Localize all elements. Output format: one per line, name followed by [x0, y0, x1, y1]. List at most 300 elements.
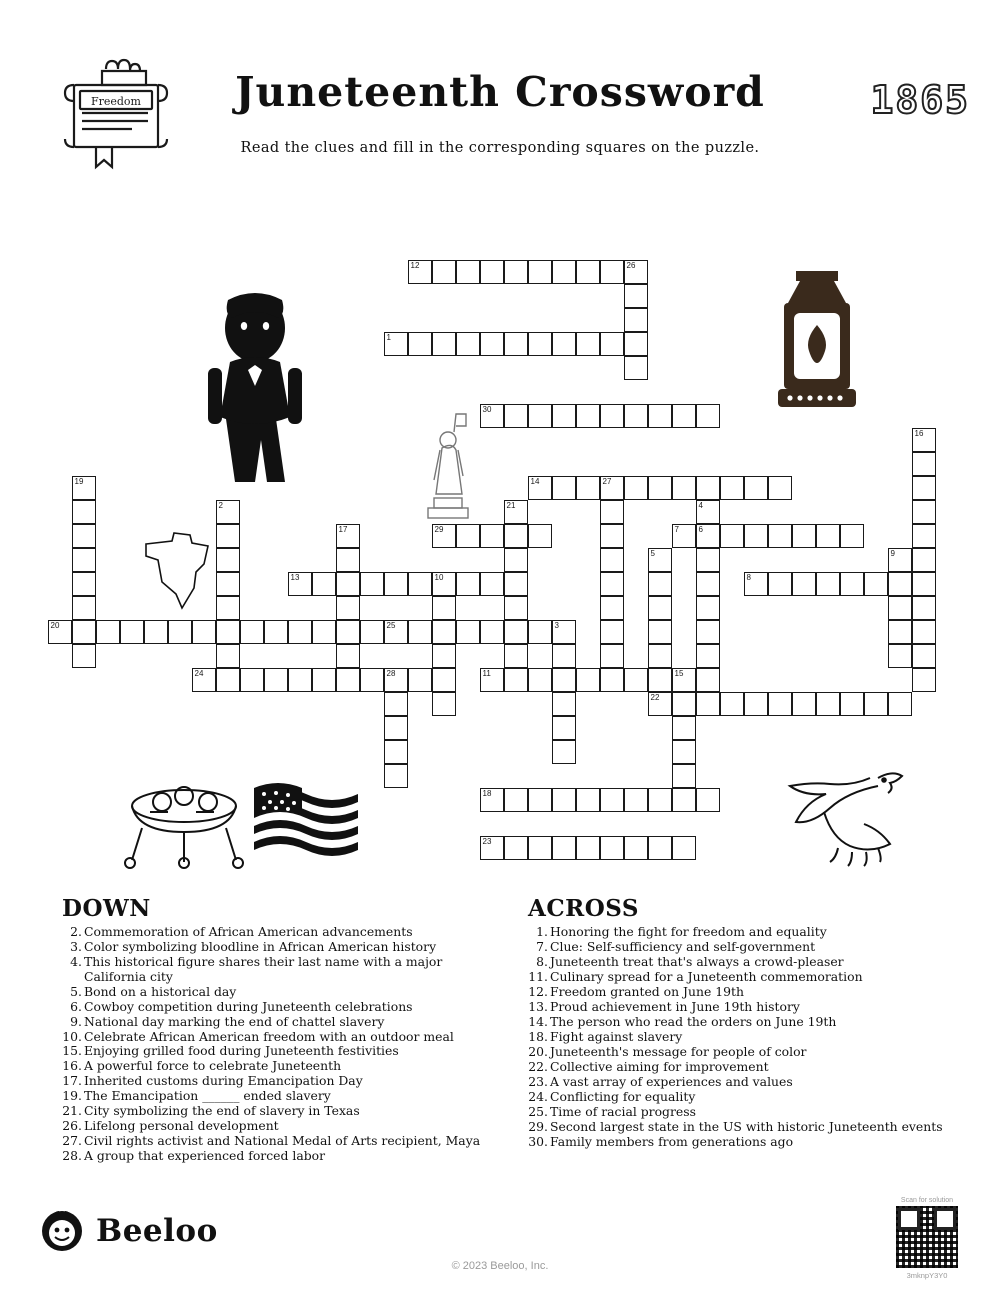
cell-number: 16 [914, 429, 924, 438]
crossword-cell[interactable] [72, 500, 96, 524]
crossword-cell[interactable] [456, 260, 480, 284]
page-header [0, 0, 1000, 200]
crossword-cell[interactable] [576, 668, 600, 692]
crossword-cell[interactable] [696, 620, 720, 644]
clue-item [62, 1000, 482, 1015]
crossword-cell[interactable] [432, 572, 456, 596]
cell-number: 23 [482, 837, 492, 846]
clue-text: Commemoration of African American advancements [84, 924, 413, 939]
crossword-cell[interactable] [600, 524, 624, 548]
crossword-cell[interactable] [576, 260, 600, 284]
crossword-cell[interactable] [480, 404, 504, 428]
crossword-cell[interactable] [768, 692, 792, 716]
crossword-cell[interactable] [768, 572, 792, 596]
crossword-cell[interactable] [648, 836, 672, 860]
crossword-cell[interactable] [840, 572, 864, 596]
crossword-cell[interactable] [552, 476, 576, 500]
crossword-cell[interactable] [456, 620, 480, 644]
cell-number: 7 [674, 525, 679, 534]
crossword-cell[interactable] [648, 620, 672, 644]
crossword-cell[interactable] [600, 548, 624, 572]
crossword-cell[interactable] [192, 620, 216, 644]
clue-item [62, 1104, 482, 1119]
crossword-cell[interactable] [264, 668, 288, 692]
crossword-cell[interactable] [912, 644, 936, 668]
crossword-cell[interactable] [912, 572, 936, 596]
clue-text: Juneteenth's message for people of color [550, 1043, 807, 1059]
clue-number: 5. [70, 983, 82, 999]
crossword-cell[interactable] [432, 692, 456, 716]
crossword-cell[interactable] [48, 620, 72, 644]
cell-number: 28 [386, 669, 396, 678]
crossword-cell[interactable] [216, 548, 240, 572]
crossword-cell[interactable] [96, 620, 120, 644]
crossword-cell[interactable] [648, 404, 672, 428]
crossword-cell[interactable] [552, 404, 576, 428]
crossword-cell[interactable] [432, 668, 456, 692]
crossword-cell[interactable] [744, 476, 768, 500]
crossword-cell[interactable] [552, 692, 576, 716]
crossword-cell[interactable] [696, 692, 720, 716]
clue-item [62, 1059, 482, 1074]
crossword-cell[interactable] [624, 332, 648, 356]
crossword-cell[interactable] [576, 788, 600, 812]
crossword-cell[interactable] [912, 596, 936, 620]
crossword-cell[interactable] [360, 668, 384, 692]
crossword-cell[interactable] [336, 620, 360, 644]
crossword-cell[interactable] [912, 524, 936, 548]
crossword-cell[interactable] [696, 596, 720, 620]
crossword-cell[interactable] [576, 476, 600, 500]
crossword-cell[interactable] [648, 668, 672, 692]
crossword-cell[interactable] [552, 788, 576, 812]
cell-number: 24 [194, 669, 204, 678]
crossword-cell[interactable] [576, 836, 600, 860]
clue-text: National day marking the end of chattel slavery [84, 1013, 385, 1029]
crossword-cell[interactable] [360, 572, 384, 596]
crossword-cell[interactable] [408, 572, 432, 596]
crossword-cell[interactable] [72, 644, 96, 668]
crossword-cell[interactable] [504, 404, 528, 428]
crossword-cell[interactable] [888, 644, 912, 668]
crossword-cell[interactable] [672, 476, 696, 500]
crossword-cell[interactable] [744, 572, 768, 596]
clue-item [62, 955, 482, 984]
crossword-cell[interactable] [192, 668, 216, 692]
crossword-cell[interactable] [912, 476, 936, 500]
crossword-cell[interactable] [528, 476, 552, 500]
crossword-cell[interactable] [312, 668, 336, 692]
crossword-cell[interactable] [624, 788, 648, 812]
page-subtitle: Read the clues and fill in the corresponding squares on the puzzle. [240, 140, 760, 156]
clue-text: Fight against slavery [550, 1028, 683, 1044]
crossword-cell[interactable] [600, 332, 624, 356]
crossword-cell[interactable] [168, 620, 192, 644]
clue-item [62, 1149, 482, 1164]
clue-number: 7. [536, 938, 548, 954]
crossword-cell[interactable] [600, 644, 624, 668]
crossword-cell[interactable] [504, 620, 528, 644]
crossword-cell[interactable] [432, 620, 456, 644]
crossword-cell[interactable] [696, 788, 720, 812]
svg-text:Freedom: Freedom [90, 95, 142, 108]
crossword-cell[interactable] [456, 332, 480, 356]
crossword-cell[interactable] [648, 572, 672, 596]
crossword-cell[interactable] [480, 788, 504, 812]
crossword-cell[interactable] [384, 764, 408, 788]
crossword-cell[interactable] [384, 620, 408, 644]
clue-text: Clue: Self-sufficiency and self-government [550, 938, 816, 954]
clue-item [62, 1089, 482, 1104]
crossword-cell[interactable] [528, 620, 552, 644]
across-clues-column [528, 895, 948, 1150]
crossword-cell[interactable] [792, 524, 816, 548]
crossword-cell[interactable] [816, 524, 840, 548]
crossword-cell[interactable] [480, 836, 504, 860]
crossword-cell[interactable] [696, 524, 720, 548]
crossword-cell[interactable] [336, 668, 360, 692]
crossword-cell[interactable] [696, 572, 720, 596]
crossword-cell[interactable] [696, 404, 720, 428]
crossword-cell[interactable] [840, 692, 864, 716]
crossword-cell[interactable] [696, 548, 720, 572]
page-footer [0, 1195, 1000, 1294]
crossword-cell[interactable] [600, 668, 624, 692]
crossword-cell[interactable] [624, 476, 648, 500]
clue-item [528, 940, 948, 955]
crossword-cell[interactable] [504, 524, 528, 548]
crossword-cell[interactable] [240, 668, 264, 692]
cell-number: 11 [482, 669, 491, 678]
qr-label: Scan for solution [900, 1197, 954, 1204]
crossword-cell[interactable] [552, 740, 576, 764]
cell-number: 12 [410, 261, 420, 270]
crossword-cell[interactable] [72, 572, 96, 596]
clue-text: Family members from generations ago [550, 1133, 794, 1149]
crossword-cell[interactable] [696, 644, 720, 668]
across-heading: ACROSS [528, 895, 640, 922]
clue-number: 23. [528, 1073, 548, 1089]
crossword-cell[interactable] [480, 620, 504, 644]
qr-block [884, 1197, 970, 1280]
crossword-cell[interactable] [816, 572, 840, 596]
clue-text: Lifelong personal development [84, 1118, 279, 1134]
clue-item [62, 925, 482, 940]
crossword-cell[interactable] [600, 476, 624, 500]
crossword-cell[interactable] [216, 644, 240, 668]
crossword-cell[interactable] [480, 524, 504, 548]
crossword-cell[interactable] [600, 500, 624, 524]
crossword-cell[interactable] [408, 332, 432, 356]
clue-number: 17. [62, 1073, 82, 1089]
crossword-cell[interactable] [504, 836, 528, 860]
clue-number: 25. [528, 1103, 548, 1119]
crossword-cell[interactable] [672, 764, 696, 788]
crossword-cell[interactable] [672, 716, 696, 740]
crossword-cell[interactable] [672, 404, 696, 428]
crossword-cell[interactable] [72, 548, 96, 572]
crossword-cell[interactable] [336, 596, 360, 620]
crossword-cell[interactable] [384, 572, 408, 596]
crossword-cell[interactable] [624, 308, 648, 332]
clue-item [62, 1074, 482, 1089]
clue-item [528, 1090, 948, 1105]
crossword-cell[interactable] [672, 692, 696, 716]
crossword-cell[interactable] [672, 788, 696, 812]
crossword-cell[interactable] [216, 500, 240, 524]
crossword-cell[interactable] [408, 668, 432, 692]
cell-number: 22 [650, 693, 660, 702]
crossword-cell[interactable] [480, 332, 504, 356]
crossword-cell[interactable] [912, 452, 936, 476]
crossword-cell[interactable] [696, 500, 720, 524]
crossword-cell[interactable] [600, 404, 624, 428]
crossword-cell[interactable] [336, 572, 360, 596]
brand-logo [40, 1209, 218, 1253]
crossword-cell[interactable] [456, 572, 480, 596]
crossword-cell[interactable] [888, 548, 912, 572]
crossword-cell[interactable] [696, 476, 720, 500]
cell-number: 26 [626, 261, 636, 270]
crossword-cell[interactable] [792, 692, 816, 716]
clue-item [528, 1075, 948, 1090]
crossword-cell[interactable] [504, 644, 528, 668]
clue-number: 2. [70, 924, 82, 939]
clue-text: Civil rights activist and National Medal of Arts recipient, Maya [84, 1133, 481, 1149]
crossword-cell[interactable] [384, 740, 408, 764]
cell-number: 10 [434, 573, 444, 582]
clue-number: 8. [536, 953, 548, 969]
down-clue-list [62, 925, 482, 1164]
crossword-cell[interactable] [648, 692, 672, 716]
crossword-cell[interactable] [912, 548, 936, 572]
clue-number: 13. [528, 998, 548, 1014]
crossword-cell[interactable] [432, 332, 456, 356]
crossword-cell[interactable] [864, 692, 888, 716]
crossword-cell[interactable] [72, 476, 96, 500]
crossword-cell[interactable] [552, 836, 576, 860]
crossword-cell[interactable] [528, 404, 552, 428]
crossword-cell[interactable] [576, 404, 600, 428]
clue-text: The Emancipation ______ ended slavery [84, 1088, 331, 1104]
clue-item [62, 1030, 482, 1045]
crossword-cell[interactable] [528, 668, 552, 692]
crossword-cell[interactable] [432, 260, 456, 284]
clue-number: 12. [528, 983, 548, 999]
crossword-cell[interactable] [624, 404, 648, 428]
crossword-cell[interactable] [648, 596, 672, 620]
crossword-cell[interactable] [432, 644, 456, 668]
crossword-cell[interactable] [624, 836, 648, 860]
brand-name: Beeloo [96, 1213, 218, 1249]
crossword-cell[interactable] [576, 332, 600, 356]
crossword-cell[interactable] [888, 692, 912, 716]
crossword-cell[interactable] [720, 476, 744, 500]
crossword-cell[interactable] [336, 548, 360, 572]
copyright-text: © 2023 Beeloo, Inc. [451, 1260, 549, 1272]
clue-text: Inherited customs during Emancipation Day [84, 1073, 363, 1089]
crossword-cell[interactable] [648, 644, 672, 668]
crossword-cell[interactable] [432, 524, 456, 548]
crossword-cell[interactable] [360, 620, 384, 644]
crossword-cell[interactable] [552, 668, 576, 692]
crossword-cell[interactable] [480, 572, 504, 596]
crossword-cell[interactable] [840, 524, 864, 548]
crossword-cell[interactable] [528, 260, 552, 284]
clue-text: Second largest state in the US with historic Juneteenth events [550, 1118, 943, 1134]
crossword-cell[interactable] [384, 332, 408, 356]
down-heading: DOWN [62, 895, 151, 922]
crossword-cell[interactable] [264, 620, 288, 644]
crossword-cell[interactable] [624, 356, 648, 380]
crossword-cell[interactable] [600, 572, 624, 596]
crossword-cell[interactable] [864, 572, 888, 596]
crossword-cell[interactable] [600, 836, 624, 860]
crossword-cell[interactable] [288, 620, 312, 644]
qr-code-image[interactable] [896, 1206, 958, 1268]
crossword-cell[interactable] [912, 668, 936, 692]
crossword-cell[interactable] [552, 644, 576, 668]
crossword-cell[interactable] [504, 332, 528, 356]
crossword-cell[interactable] [384, 692, 408, 716]
clue-text: City symbolizing the end of slavery in Texas [84, 1103, 360, 1119]
crossword-cell[interactable] [672, 740, 696, 764]
crossword-cell[interactable] [288, 668, 312, 692]
crossword-cell[interactable] [648, 476, 672, 500]
clue-text: Celebrate African American freedom with an outdoor meal [84, 1028, 454, 1044]
crossword-cell[interactable] [504, 572, 528, 596]
crossword-cell[interactable] [240, 620, 264, 644]
crossword-cell[interactable] [888, 620, 912, 644]
crossword-cell[interactable] [72, 524, 96, 548]
crossword-cell[interactable] [288, 572, 312, 596]
clue-text: Culinary spread for a Juneteenth commemoration [550, 968, 863, 984]
crossword-cell[interactable] [672, 836, 696, 860]
crossword-cell[interactable] [504, 596, 528, 620]
crossword-cell[interactable] [624, 668, 648, 692]
crossword-cell[interactable] [216, 596, 240, 620]
crossword-cell[interactable] [528, 788, 552, 812]
qr-id: 3mknpY3Y0 [906, 1271, 948, 1280]
clue-number: 3. [70, 938, 82, 954]
crossword-cell[interactable] [720, 524, 744, 548]
crossword-cell[interactable] [528, 836, 552, 860]
crossword-cell[interactable] [432, 596, 456, 620]
crossword-cell[interactable] [528, 332, 552, 356]
clue-text: The person who read the orders on June 19th [550, 1013, 837, 1029]
clue-number: 19. [62, 1088, 82, 1104]
crossword-cell[interactable] [552, 620, 576, 644]
crossword-cell[interactable] [792, 572, 816, 596]
crossword-cell[interactable] [480, 668, 504, 692]
crossword-cell[interactable] [624, 284, 648, 308]
crossword-cell[interactable] [624, 260, 648, 284]
clue-number: 29. [528, 1118, 548, 1134]
crossword-cell[interactable] [504, 260, 528, 284]
crossword-cell[interactable] [216, 620, 240, 644]
clue-number: 1. [536, 924, 548, 939]
crossword-cell[interactable] [120, 620, 144, 644]
clue-text: A vast array of experiences and values [550, 1073, 793, 1089]
clue-text: Bond on a historical day [84, 983, 237, 999]
crossword-cell[interactable] [648, 788, 672, 812]
clue-item [62, 1015, 482, 1030]
crossword-cell[interactable] [720, 692, 744, 716]
crossword-cell[interactable] [336, 524, 360, 548]
clue-item [528, 970, 948, 985]
crossword-cell[interactable] [696, 668, 720, 692]
crossword-cell[interactable] [216, 524, 240, 548]
crossword-cell[interactable] [888, 572, 912, 596]
crossword-cell[interactable] [600, 260, 624, 284]
crossword-cell[interactable] [384, 668, 408, 692]
freedom-scroll-icon [52, 55, 180, 183]
cell-number: 2 [218, 501, 223, 510]
crossword-cell[interactable] [144, 620, 168, 644]
crossword-cell[interactable] [552, 260, 576, 284]
clue-item [528, 1030, 948, 1045]
crossword-cell[interactable] [480, 260, 504, 284]
year-badge: 1865 [870, 78, 970, 122]
crossword-grid[interactable] [0, 240, 1000, 880]
crossword-cell[interactable] [456, 524, 480, 548]
clue-item [528, 1045, 948, 1060]
crossword-cell[interactable] [312, 620, 336, 644]
crossword-cell[interactable] [768, 524, 792, 548]
crossword-cell[interactable] [744, 692, 768, 716]
crossword-cell[interactable] [504, 548, 528, 572]
crossword-cell[interactable] [312, 572, 336, 596]
cell-number: 19 [74, 477, 84, 486]
crossword-cell[interactable] [336, 644, 360, 668]
crossword-cell[interactable] [672, 668, 696, 692]
crossword-cell[interactable] [72, 620, 96, 644]
crossword-cell[interactable] [552, 332, 576, 356]
crossword-cell[interactable] [816, 692, 840, 716]
crossword-cell[interactable] [408, 260, 432, 284]
crossword-cell[interactable] [648, 548, 672, 572]
crossword-cell[interactable] [888, 596, 912, 620]
crossword-cell[interactable] [408, 620, 432, 644]
crossword-cell[interactable] [744, 524, 768, 548]
crossword-cell[interactable] [600, 596, 624, 620]
clue-item [62, 940, 482, 955]
crossword-cell[interactable] [912, 500, 936, 524]
crossword-cell[interactable] [768, 476, 792, 500]
crossword-cell[interactable] [216, 668, 240, 692]
crossword-cell[interactable] [504, 500, 528, 524]
clue-number: 22. [528, 1058, 548, 1074]
clue-text: Cowboy competition during Juneteenth celebrations [84, 998, 413, 1014]
crossword-cell[interactable] [504, 668, 528, 692]
clue-text: Proud achievement in June 19th history [550, 998, 800, 1014]
crossword-cell[interactable] [504, 788, 528, 812]
clue-number: 30. [528, 1133, 548, 1149]
crossword-cell[interactable] [552, 716, 576, 740]
crossword-cell[interactable] [912, 428, 936, 452]
clue-number: 15. [62, 1043, 82, 1059]
crossword-cell[interactable] [72, 596, 96, 620]
crossword-cell[interactable] [912, 620, 936, 644]
cell-number: 18 [482, 789, 492, 798]
crossword-cell[interactable] [528, 524, 552, 548]
crossword-cell[interactable] [600, 788, 624, 812]
cell-number: 29 [434, 525, 444, 534]
crossword-cell[interactable] [672, 524, 696, 548]
crossword-cell[interactable] [216, 572, 240, 596]
crossword-cell[interactable] [384, 716, 408, 740]
crossword-cell[interactable] [600, 620, 624, 644]
